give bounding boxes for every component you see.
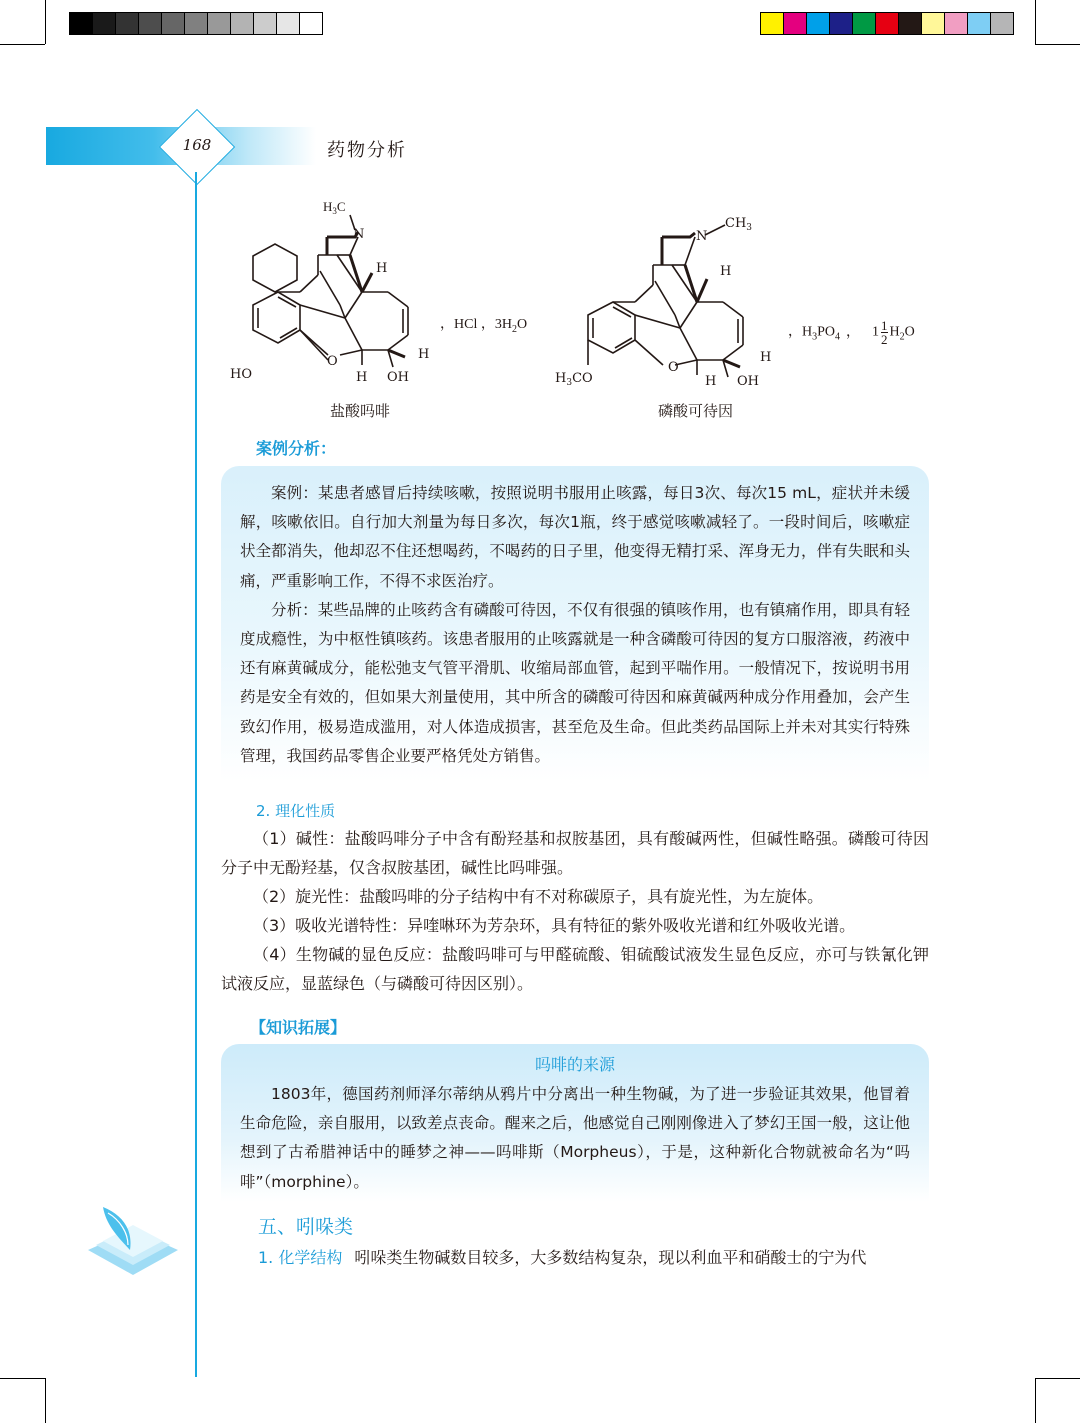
svg-text:N: N — [353, 227, 365, 242]
grayscale-bar — [69, 12, 323, 35]
codeine-structure — [555, 205, 875, 405]
crop-mark — [1035, 0, 1036, 44]
knowledge-text — [240, 1080, 910, 1197]
knowledge-paragraph: 1803年，德国药剂师泽尔蒂纳从鸦片中分离出一种生物碱，为了进一步验证其效果，他冒着生命危险，亲自服用，以致差点丧命。醒来之后，他感觉自己刚刚像进入了梦幻王国一般，这让他想到了古希腊神话中的睡梦之神——吗啡斯（Morpheus），于是，这种新化合物就被命名为“吗啡”（morphine）。 — [240, 1085, 910, 1191]
svg-text:O: O — [327, 354, 338, 369]
section-2-body — [221, 824, 929, 998]
svg-text:CH3: $CH_3$ — [725, 216, 753, 233]
codeine-salt: ，$H_3PO_4$ ， 1 $\frac{1}{2}$ $H_2O$ — [788, 318, 915, 347]
crop-mark — [1035, 44, 1080, 45]
crop-mark — [0, 44, 45, 45]
svg-text:H: H — [356, 370, 368, 385]
morphine-salt: ，HCl ，$3H_2O$ — [440, 317, 528, 335]
svg-text:HO: HO — [230, 367, 252, 382]
crop-mark — [0, 1378, 45, 1379]
morphine-name: 盐酸吗啡 — [330, 402, 391, 420]
section-5-title: 五、吲哚类 — [258, 1216, 354, 1238]
svg-text:OH: OH — [737, 374, 759, 389]
crop-mark — [1035, 1378, 1080, 1379]
property-item: （4）生物碱的显色反应：盐酸吗啡可与甲醛硫酸、钼硫酸试液发生显色反应，亦可与铁氰化钾试液反应，显蓝绿色（与磷酸可待因区别）。 — [221, 945, 929, 993]
structure-text: 吲哚类生物碱数目较多，大多数结构复杂，现以利血平和硝酸士的宁为代 — [354, 1248, 867, 1267]
svg-text:H: H — [418, 347, 430, 362]
svg-text:H: H — [760, 350, 772, 365]
book-decoration-icon — [78, 1205, 188, 1285]
section-5-structure — [258, 1245, 930, 1268]
property-item: （1）碱性：盐酸吗啡分子中含有酚羟基和叔胺基团，具有酸碱两性，但碱性略强。磷酸可待因分子中无酚羟基，仅含叔胺基团，碱性比吗啡强。 — [221, 829, 929, 877]
knowledge-box-title: 吗啡的来源 — [534, 1055, 615, 1074]
structure-label: 1. 化学结构 — [258, 1248, 343, 1267]
case-text: 案例：某患者感冒后持续咳嗽，按照说明书服用止咳露，每日3次、每次15 mL，症状并未缓解，咳嗽依旧。自行加大剂量为每日多次，每次1瓶，终于感觉咳嗽减轻了。一段时间后，咳嗽症状全都消失，他却忍不住还想喝药，不喝药的日子里，他变得无精打采、浑身无力，伴有失眠和头痛，严重影响工作，不得不求医治疗。 — [240, 484, 910, 590]
section-2-title: 2. 理化性质 — [256, 802, 336, 820]
case-paragraph — [240, 479, 910, 771]
svg-text:N: N — [696, 229, 708, 244]
svg-text:OH: OH — [387, 370, 409, 385]
svg-text:H3CO: $H_3CO$ — [555, 371, 593, 388]
margin-line — [195, 172, 197, 1377]
morphine-structure — [230, 195, 540, 395]
color-bar — [760, 12, 1014, 35]
book-title: 药物分析 — [327, 140, 407, 161]
svg-text:O: O — [668, 360, 679, 375]
property-item: （3）吸收光谱特性：异喹啉环为芳杂环，具有特征的紫外吸收光谱和红外吸收光谱。 — [253, 916, 856, 935]
crop-mark — [45, 1378, 46, 1423]
page-number: 168 — [182, 136, 212, 154]
analysis-text: 分析：某些品牌的止咳药含有磷酸可待因，不仅有很强的镇咳作用，也有镇痛作用，即具有轻度成瘾性，为中枢性镇咳药。该患者服用的止咳露就是一种含磷酸可待因的复方口服溶液，药液中还有麻黄碱成分，能松弛支气管平滑肌、收缩局部血管，起到平喘作用。一般情况下，按说明书用药是安全有效的，但如果大剂量使用，其中所含的磷酸可待因和麻黄碱两种成分作用叠加，会产生致幻作用，极易造成滥用，对人体造成损害，甚至危及生命。但此类药品国际上并未对其实行特殊管理，我国药品零售企业要严格凭处方销售。 — [240, 600, 910, 765]
svg-text:H: H — [376, 261, 388, 276]
svg-text:H3C: $H_3C$ — [323, 199, 346, 216]
case-title: 案例分析： — [256, 439, 337, 458]
crop-mark — [45, 0, 46, 44]
codeine-name: 磷酸可待因 — [658, 402, 734, 420]
knowledge-tag: 【知识拓展】 — [250, 1018, 347, 1037]
svg-text:H: H — [720, 264, 732, 279]
property-item: （2）旋光性：盐酸吗啡的分子结构中有不对称碳原子，具有旋光性，为左旋体。 — [253, 887, 824, 906]
svg-text:H: H — [705, 374, 717, 389]
crop-mark — [1035, 1378, 1036, 1423]
